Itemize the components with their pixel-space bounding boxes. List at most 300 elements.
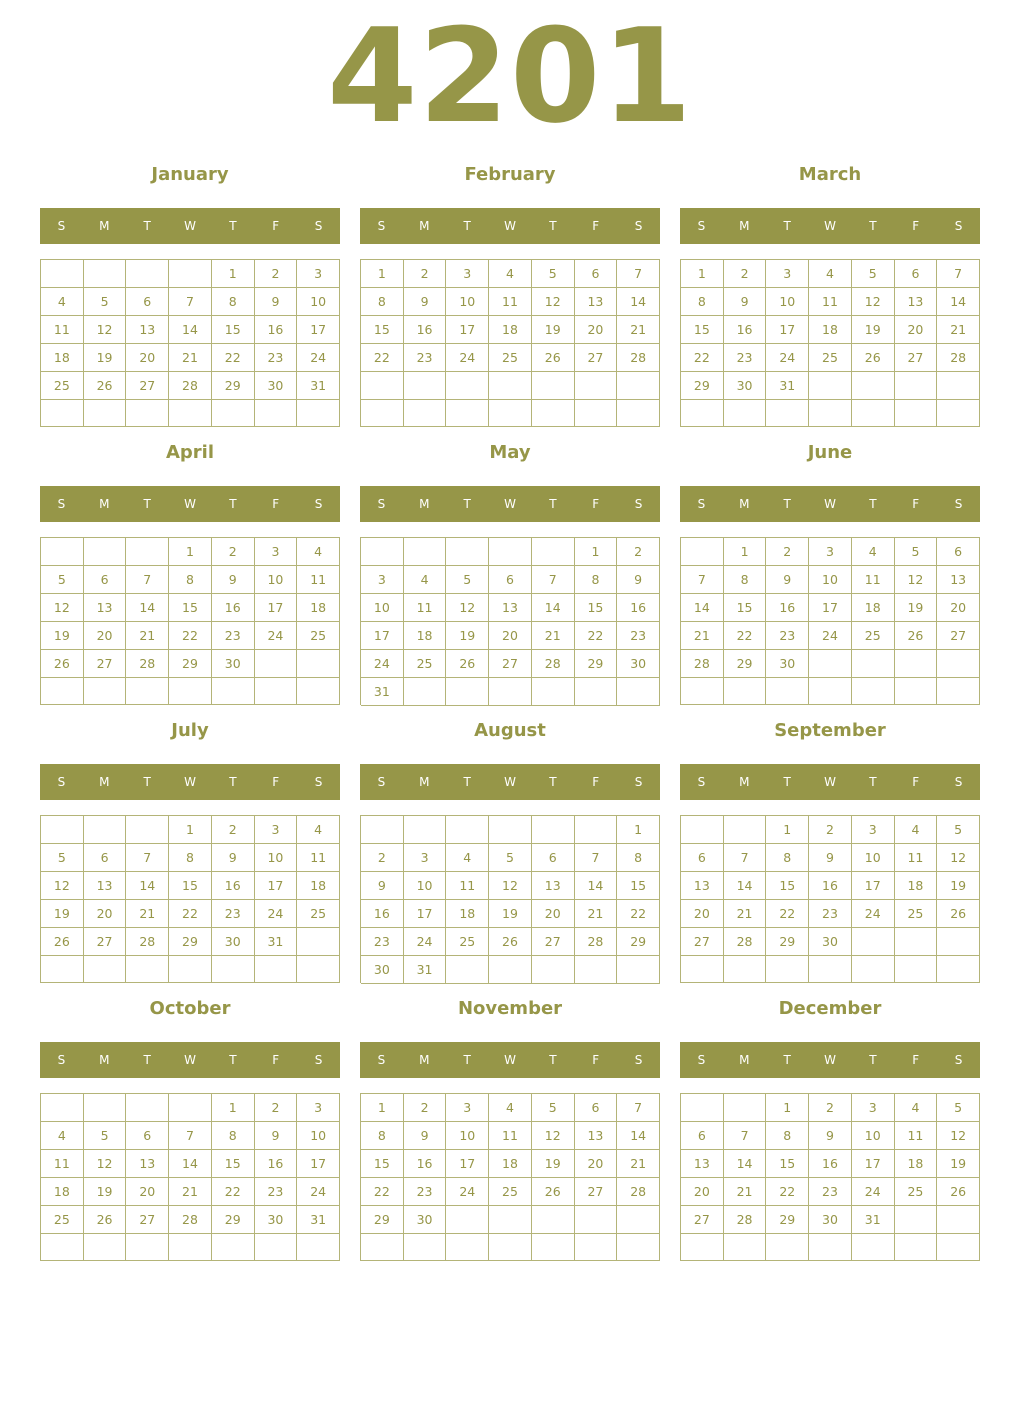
day-cell xyxy=(766,678,809,705)
day-cell xyxy=(724,678,767,705)
day-cell: 1 xyxy=(361,260,404,288)
weekday-header xyxy=(680,208,980,244)
weekday-label: W xyxy=(504,1053,516,1067)
day-cell xyxy=(446,538,489,566)
day-cell: 21 xyxy=(575,900,618,928)
day-cell: 10 xyxy=(446,288,489,316)
day-cell xyxy=(84,678,127,705)
day-cell: 2 xyxy=(255,1094,298,1122)
day-cell: 13 xyxy=(126,1150,169,1178)
day-cell: 27 xyxy=(84,928,127,956)
day-cell: 1 xyxy=(212,260,255,288)
weekday-label: T xyxy=(869,497,877,511)
day-cell xyxy=(169,678,212,705)
day-cell xyxy=(895,1234,938,1261)
day-cell: 9 xyxy=(255,1122,298,1150)
day-cell xyxy=(169,956,212,983)
day-cell: 22 xyxy=(361,344,404,372)
day-cell: 7 xyxy=(724,1122,767,1150)
day-cell: 9 xyxy=(404,288,447,316)
day-cell xyxy=(84,1234,127,1261)
day-cell xyxy=(255,650,298,678)
day-cell xyxy=(212,956,255,983)
day-cell xyxy=(212,400,255,427)
day-cell: 26 xyxy=(937,1178,980,1206)
day-cell: 29 xyxy=(169,928,212,956)
day-cell: 17 xyxy=(852,872,895,900)
day-cell: 27 xyxy=(681,928,724,956)
day-cell: 15 xyxy=(169,594,212,622)
weekday-label: S xyxy=(314,775,323,789)
day-cell: 9 xyxy=(724,288,767,316)
day-cell xyxy=(852,400,895,427)
month-name: December xyxy=(778,998,882,1019)
day-cell: 5 xyxy=(532,260,575,288)
day-cell: 1 xyxy=(212,1094,255,1122)
day-cell: 6 xyxy=(84,844,127,872)
weekday-label: S xyxy=(314,1053,323,1067)
day-cell: 12 xyxy=(84,1150,127,1178)
day-cell: 3 xyxy=(446,260,489,288)
day-cell: 16 xyxy=(255,1150,298,1178)
day-cell: 2 xyxy=(617,538,660,566)
day-cell: 19 xyxy=(41,622,84,650)
day-cell: 22 xyxy=(766,900,809,928)
day-cell: 3 xyxy=(297,260,340,288)
day-cell xyxy=(41,678,84,705)
day-cell: 24 xyxy=(297,1178,340,1206)
day-cell: 1 xyxy=(681,260,724,288)
day-cell: 8 xyxy=(766,844,809,872)
day-cell: 13 xyxy=(681,872,724,900)
day-cell: 3 xyxy=(361,566,404,594)
day-cell: 19 xyxy=(84,1178,127,1206)
day-cell xyxy=(41,1234,84,1261)
day-cell: 30 xyxy=(212,650,255,678)
day-cell: 1 xyxy=(766,816,809,844)
day-cell xyxy=(937,1206,980,1234)
day-cell xyxy=(575,678,618,706)
day-cell: 17 xyxy=(446,316,489,344)
day-cell: 18 xyxy=(489,316,532,344)
day-cell: 21 xyxy=(681,622,724,650)
day-cell: 22 xyxy=(575,622,618,650)
weekday-label: T xyxy=(143,1053,151,1067)
day-cell: 5 xyxy=(937,1094,980,1122)
day-cell: 24 xyxy=(809,622,852,650)
weekday-label: S xyxy=(634,497,643,511)
day-cell xyxy=(212,1234,255,1261)
day-cell: 28 xyxy=(617,344,660,372)
day-cell: 2 xyxy=(212,538,255,566)
day-cell: 23 xyxy=(212,622,255,650)
day-cell: 7 xyxy=(724,844,767,872)
day-cell xyxy=(126,678,169,705)
day-cell: 23 xyxy=(404,344,447,372)
weekday-label: S xyxy=(697,497,706,511)
weekday-label: T xyxy=(869,1053,877,1067)
day-cell: 11 xyxy=(404,594,447,622)
day-cell: 30 xyxy=(809,928,852,956)
day-cell: 28 xyxy=(169,1206,212,1234)
day-cell: 26 xyxy=(41,928,84,956)
day-cell: 24 xyxy=(852,900,895,928)
day-cell: 12 xyxy=(937,1122,980,1150)
day-cell xyxy=(532,678,575,706)
day-cell: 11 xyxy=(297,566,340,594)
day-cell: 15 xyxy=(361,1150,404,1178)
day-cell: 28 xyxy=(532,650,575,678)
day-grid xyxy=(360,1093,660,1261)
day-cell xyxy=(852,650,895,678)
day-cell: 11 xyxy=(41,316,84,344)
day-cell: 30 xyxy=(212,928,255,956)
day-cell: 26 xyxy=(489,928,532,956)
day-cell: 18 xyxy=(446,900,489,928)
day-cell xyxy=(724,1234,767,1261)
day-cell xyxy=(852,678,895,705)
weekday-label: W xyxy=(824,497,836,511)
weekday-label: F xyxy=(272,497,280,511)
day-cell: 25 xyxy=(895,900,938,928)
day-cell xyxy=(446,372,489,400)
day-cell xyxy=(169,1094,212,1122)
day-cell xyxy=(126,538,169,566)
day-cell: 27 xyxy=(532,928,575,956)
day-cell: 22 xyxy=(617,900,660,928)
day-cell: 6 xyxy=(575,1094,618,1122)
weekday-label: S xyxy=(314,497,323,511)
day-cell: 10 xyxy=(404,872,447,900)
day-cell: 20 xyxy=(84,622,127,650)
day-cell: 18 xyxy=(489,1150,532,1178)
day-cell xyxy=(361,1234,404,1261)
weekday-label: T xyxy=(783,775,791,789)
day-cell: 13 xyxy=(937,566,980,594)
day-cell: 28 xyxy=(724,1206,767,1234)
month-name: August xyxy=(474,720,546,741)
weekday-label: S xyxy=(634,1053,643,1067)
day-cell: 16 xyxy=(617,594,660,622)
day-cell: 27 xyxy=(895,344,938,372)
day-cell: 23 xyxy=(766,622,809,650)
day-cell: 16 xyxy=(212,872,255,900)
day-cell: 28 xyxy=(169,372,212,400)
day-grid xyxy=(680,1093,980,1261)
day-cell: 25 xyxy=(489,1178,532,1206)
day-cell: 16 xyxy=(809,1150,852,1178)
day-cell: 4 xyxy=(852,538,895,566)
day-cell: 27 xyxy=(126,372,169,400)
day-cell: 4 xyxy=(489,1094,532,1122)
day-cell xyxy=(404,1234,447,1261)
day-cell: 23 xyxy=(255,344,298,372)
day-cell: 25 xyxy=(297,900,340,928)
day-cell xyxy=(681,538,724,566)
day-cell: 28 xyxy=(126,650,169,678)
day-cell: 13 xyxy=(575,1122,618,1150)
day-cell: 6 xyxy=(532,844,575,872)
day-cell: 19 xyxy=(446,622,489,650)
day-cell xyxy=(575,1234,618,1261)
day-cell: 20 xyxy=(489,622,532,650)
day-cell: 4 xyxy=(895,816,938,844)
day-cell: 25 xyxy=(895,1178,938,1206)
month-name: October xyxy=(149,998,231,1019)
day-cell: 11 xyxy=(809,288,852,316)
day-cell: 19 xyxy=(84,344,127,372)
day-cell: 5 xyxy=(852,260,895,288)
weekday-label: T xyxy=(229,219,237,233)
day-cell: 6 xyxy=(126,288,169,316)
day-cell: 13 xyxy=(681,1150,724,1178)
weekday-label: M xyxy=(99,497,110,511)
day-cell: 25 xyxy=(809,344,852,372)
day-cell: 7 xyxy=(681,566,724,594)
day-cell: 2 xyxy=(724,260,767,288)
day-cell xyxy=(41,400,84,427)
day-cell xyxy=(575,400,618,428)
day-cell xyxy=(937,372,980,400)
day-cell: 17 xyxy=(297,316,340,344)
weekday-label: M xyxy=(419,497,430,511)
month-name: January xyxy=(151,164,229,185)
day-cell xyxy=(489,678,532,706)
day-cell: 13 xyxy=(895,288,938,316)
day-cell xyxy=(617,678,660,706)
day-cell: 4 xyxy=(895,1094,938,1122)
day-cell xyxy=(255,400,298,427)
day-cell: 17 xyxy=(255,872,298,900)
day-cell: 1 xyxy=(617,816,660,844)
day-cell: 14 xyxy=(724,872,767,900)
day-cell: 13 xyxy=(575,288,618,316)
day-cell: 8 xyxy=(575,566,618,594)
day-cell: 20 xyxy=(895,316,938,344)
weekday-label: W xyxy=(504,497,516,511)
day-cell: 19 xyxy=(532,1150,575,1178)
day-cell: 19 xyxy=(937,872,980,900)
day-cell xyxy=(41,816,84,844)
weekday-label: S xyxy=(954,1053,963,1067)
day-cell xyxy=(895,928,938,956)
weekday-label: F xyxy=(912,775,920,789)
day-cell xyxy=(446,400,489,428)
day-cell: 7 xyxy=(575,844,618,872)
weekday-label: M xyxy=(419,219,430,233)
weekday-header xyxy=(40,764,340,800)
day-cell: 1 xyxy=(724,538,767,566)
weekday-label: T xyxy=(549,219,557,233)
day-cell: 21 xyxy=(617,316,660,344)
day-cell: 14 xyxy=(532,594,575,622)
day-cell: 17 xyxy=(297,1150,340,1178)
day-grid xyxy=(360,259,660,427)
day-cell xyxy=(255,956,298,983)
day-cell xyxy=(297,400,340,427)
day-cell: 16 xyxy=(212,594,255,622)
day-cell: 2 xyxy=(212,816,255,844)
day-cell: 17 xyxy=(404,900,447,928)
day-cell: 23 xyxy=(809,1178,852,1206)
day-cell: 26 xyxy=(84,1206,127,1234)
day-cell: 5 xyxy=(895,538,938,566)
day-cell: 2 xyxy=(766,538,809,566)
day-cell: 29 xyxy=(766,928,809,956)
day-cell: 24 xyxy=(404,928,447,956)
day-cell: 25 xyxy=(297,622,340,650)
day-cell: 28 xyxy=(937,344,980,372)
weekday-label: F xyxy=(592,775,600,789)
day-cell: 13 xyxy=(84,594,127,622)
day-cell: 8 xyxy=(212,1122,255,1150)
day-cell: 26 xyxy=(895,622,938,650)
day-cell xyxy=(809,1234,852,1261)
day-cell: 23 xyxy=(809,900,852,928)
day-cell: 19 xyxy=(489,900,532,928)
day-cell xyxy=(809,956,852,983)
day-cell xyxy=(84,400,127,427)
weekday-label: S xyxy=(634,775,643,789)
day-cell xyxy=(126,400,169,427)
weekday-label: W xyxy=(504,219,516,233)
weekday-header xyxy=(680,486,980,522)
day-grid xyxy=(40,537,340,705)
day-cell xyxy=(895,1206,938,1234)
day-cell: 19 xyxy=(937,1150,980,1178)
day-grid xyxy=(680,815,980,983)
day-cell: 31 xyxy=(404,956,447,984)
day-cell xyxy=(41,260,84,288)
weekday-label: T xyxy=(463,219,471,233)
day-cell: 15 xyxy=(212,1150,255,1178)
day-cell: 8 xyxy=(361,288,404,316)
weekday-label: W xyxy=(824,1053,836,1067)
day-cell xyxy=(895,650,938,678)
day-cell xyxy=(446,1206,489,1234)
day-cell xyxy=(937,956,980,983)
month-name: February xyxy=(464,164,556,185)
day-cell: 17 xyxy=(852,1150,895,1178)
day-cell xyxy=(895,400,938,427)
day-cell: 18 xyxy=(895,872,938,900)
day-cell: 7 xyxy=(126,844,169,872)
day-cell: 4 xyxy=(446,844,489,872)
weekday-label: T xyxy=(143,775,151,789)
day-cell: 21 xyxy=(937,316,980,344)
day-cell: 16 xyxy=(724,316,767,344)
day-cell: 24 xyxy=(255,622,298,650)
day-cell: 10 xyxy=(297,1122,340,1150)
weekday-label: F xyxy=(592,1053,600,1067)
day-cell xyxy=(681,816,724,844)
day-grid xyxy=(680,537,980,705)
weekday-label: F xyxy=(272,775,280,789)
day-cell xyxy=(532,956,575,984)
weekday-label: T xyxy=(869,775,877,789)
weekday-label: F xyxy=(272,219,280,233)
day-cell: 29 xyxy=(212,372,255,400)
year-title: 4201 xyxy=(327,0,693,152)
weekday-label: S xyxy=(697,219,706,233)
day-cell: 2 xyxy=(255,260,298,288)
day-cell xyxy=(404,816,447,844)
day-cell: 6 xyxy=(937,538,980,566)
day-cell: 19 xyxy=(895,594,938,622)
day-cell: 17 xyxy=(809,594,852,622)
day-cell: 27 xyxy=(937,622,980,650)
weekday-label: F xyxy=(912,219,920,233)
day-cell: 20 xyxy=(575,1150,618,1178)
day-cell: 22 xyxy=(169,622,212,650)
day-cell xyxy=(532,816,575,844)
day-cell xyxy=(532,538,575,566)
day-cell: 4 xyxy=(297,538,340,566)
day-cell: 28 xyxy=(681,650,724,678)
day-cell xyxy=(84,816,127,844)
day-cell: 9 xyxy=(212,566,255,594)
day-cell: 24 xyxy=(361,650,404,678)
day-cell: 3 xyxy=(297,1094,340,1122)
day-cell: 4 xyxy=(297,816,340,844)
day-cell: 10 xyxy=(255,844,298,872)
weekday-label: S xyxy=(377,219,386,233)
day-cell: 20 xyxy=(937,594,980,622)
day-cell: 31 xyxy=(766,372,809,400)
day-cell: 16 xyxy=(404,1150,447,1178)
day-cell: 20 xyxy=(681,900,724,928)
day-cell xyxy=(126,956,169,983)
day-cell: 11 xyxy=(895,844,938,872)
day-cell: 19 xyxy=(532,316,575,344)
day-cell: 22 xyxy=(212,1178,255,1206)
day-cell: 12 xyxy=(937,844,980,872)
day-cell: 4 xyxy=(41,288,84,316)
day-cell: 8 xyxy=(361,1122,404,1150)
day-cell: 5 xyxy=(446,566,489,594)
weekday-label: M xyxy=(99,775,110,789)
day-cell: 1 xyxy=(169,816,212,844)
day-cell xyxy=(489,816,532,844)
day-cell xyxy=(937,928,980,956)
day-cell: 11 xyxy=(446,872,489,900)
weekday-header xyxy=(680,764,980,800)
day-cell xyxy=(84,956,127,983)
day-cell: 7 xyxy=(937,260,980,288)
day-cell: 2 xyxy=(361,844,404,872)
day-cell: 12 xyxy=(41,594,84,622)
day-cell: 24 xyxy=(446,1178,489,1206)
day-cell: 7 xyxy=(532,566,575,594)
day-cell xyxy=(937,400,980,427)
day-cell: 7 xyxy=(617,260,660,288)
day-cell: 17 xyxy=(766,316,809,344)
day-cell: 15 xyxy=(617,872,660,900)
day-cell xyxy=(126,816,169,844)
weekday-label: T xyxy=(549,497,557,511)
day-cell xyxy=(937,678,980,705)
day-cell xyxy=(809,372,852,400)
day-cell: 28 xyxy=(126,928,169,956)
day-cell xyxy=(575,372,618,400)
day-cell: 21 xyxy=(532,622,575,650)
day-cell: 15 xyxy=(361,316,404,344)
day-cell xyxy=(169,1234,212,1261)
day-cell xyxy=(809,678,852,705)
weekday-label: W xyxy=(824,775,836,789)
day-cell: 8 xyxy=(617,844,660,872)
weekday-label: S xyxy=(57,497,66,511)
